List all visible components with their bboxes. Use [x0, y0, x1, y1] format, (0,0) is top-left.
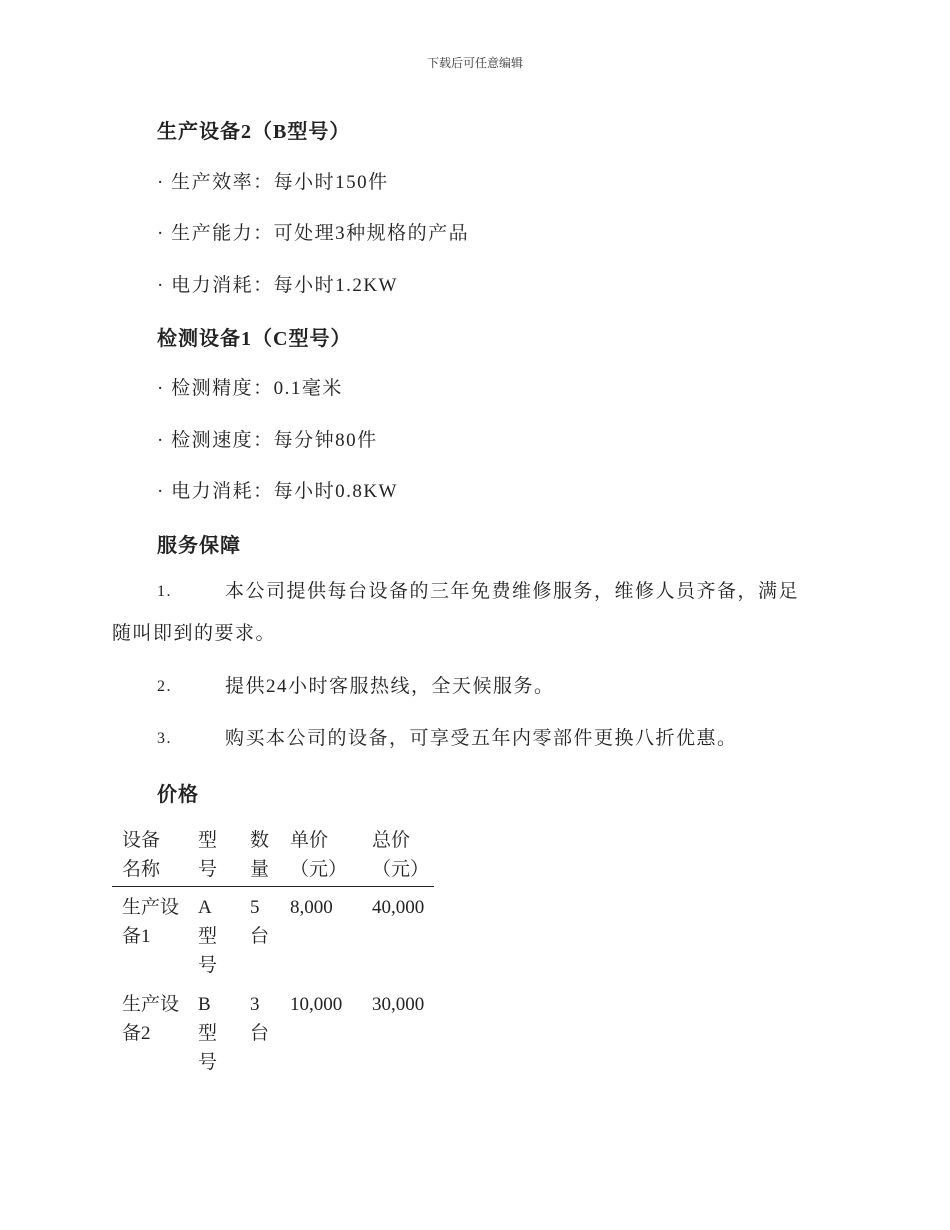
- cell-model: B型号: [198, 994, 218, 1073]
- cell-unit-price: 8,000: [290, 897, 333, 918]
- service-item-text: 购买本公司的设备，可享受五年内零部件更换八折优惠。: [225, 728, 738, 749]
- cell-total-price: 40,000: [372, 897, 425, 918]
- service-item-number: 1.: [157, 583, 172, 600]
- bullet-power-consumption-c: · 电力消耗：每小时0.8KW: [157, 481, 398, 502]
- bullet-power-consumption-b: · 电力消耗：每小时1.2KW: [157, 275, 398, 296]
- cell-model: A型号: [198, 897, 218, 976]
- table-row: [112, 984, 434, 1081]
- bullet-production-efficiency: · 生产效率：每小时150件: [157, 172, 389, 193]
- cell-equipment-name: 生产设备1: [122, 897, 180, 947]
- cell-equipment-name: 生产设备2: [122, 994, 180, 1044]
- section-title-service: 服务保障: [157, 535, 241, 557]
- price-table-header-row: [112, 826, 434, 887]
- service-item-number: 3.: [157, 730, 172, 747]
- column-header-model: 型号: [188, 826, 240, 887]
- cell-unit-price: 10,000: [290, 994, 343, 1015]
- column-header-unit-price: 单价（元）: [280, 826, 362, 887]
- cell-quantity: 3台: [250, 994, 270, 1044]
- price-table: [112, 826, 434, 1081]
- service-item-text: 提供24小时客服热线，全天候服务。: [225, 676, 555, 697]
- table-row: [112, 887, 434, 985]
- cell-quantity: 5台: [250, 897, 270, 947]
- section-title-inspection-c: 检测设备1（C型号）: [157, 328, 352, 350]
- service-item-continuation: 随叫即到的要求。: [112, 623, 277, 644]
- column-header-equipment-name: 设备名称: [112, 826, 188, 887]
- column-header-total-price: 总价（元）: [362, 826, 434, 887]
- bullet-inspection-precision: · 检测精度：0.1毫米: [157, 378, 343, 399]
- service-item-number: 2.: [157, 678, 172, 695]
- section-title-equipment-b: 生产设备2（B型号）: [157, 121, 351, 143]
- cell-total-price: 30,000: [372, 994, 425, 1015]
- bullet-inspection-speed: · 检测速度：每分钟80件: [157, 430, 378, 451]
- service-item-2: [112, 666, 832, 708]
- page-header: 下载后可任意编辑: [426, 56, 523, 70]
- service-item-text: 本公司提供每台设备的三年免费维修服务，维修人员齐备，满足: [225, 581, 800, 602]
- section-title-price: 价格: [157, 784, 199, 806]
- bullet-production-capacity: · 生产能力：可处理3种规格的产品: [157, 223, 470, 244]
- column-header-quantity: 数量: [240, 826, 280, 887]
- service-item-3: [112, 718, 832, 760]
- service-item-1: [112, 571, 832, 655]
